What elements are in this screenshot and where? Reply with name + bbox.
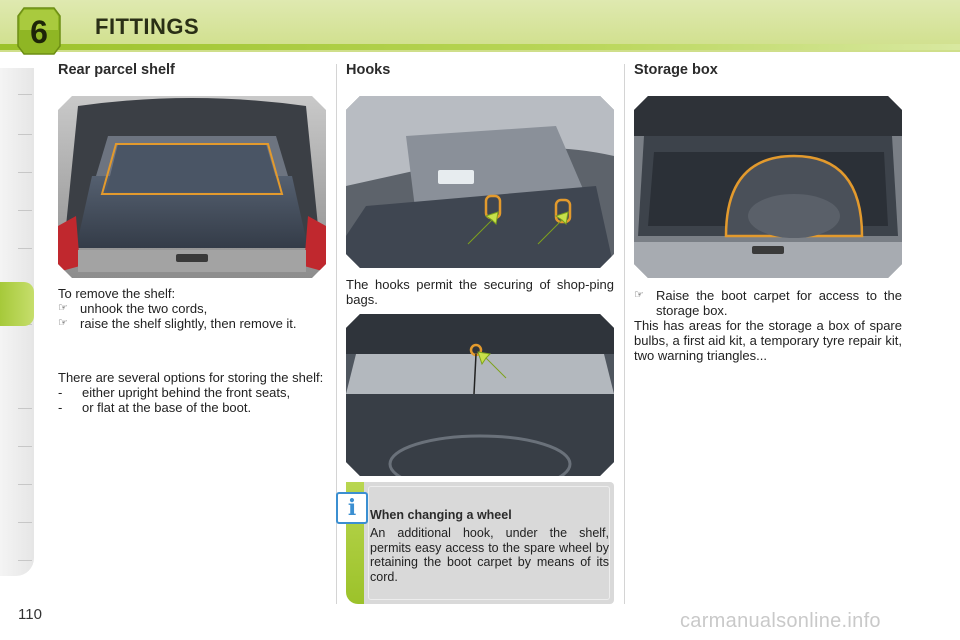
- active-chapter-tab[interactable]: [0, 282, 34, 326]
- spare-wheel-hook-illustration: [346, 314, 614, 476]
- rear-parcel-shelf-heading: Rear parcel shelf: [58, 62, 175, 78]
- info-box-body: An additional hook, under the shelf, permits easy access to the spare wheel by retaining the boot carpet by means of its cord.: [370, 526, 609, 584]
- chapter-number: 6: [30, 14, 48, 50]
- storage-option: - either upright behind the front seats,: [58, 385, 291, 400]
- column-divider: [624, 64, 625, 604]
- shelf-storage-options: [58, 370, 326, 415]
- hooks-description: The hooks permit the securing of shop-ping bags.: [346, 277, 614, 307]
- storage-box-heading: Storage box: [634, 62, 718, 78]
- shelf-remove-intro: To remove the shelf:: [58, 286, 176, 301]
- watermark: carmanualsonline.info: [680, 610, 881, 632]
- chapter-title: FITTINGS: [95, 14, 200, 39]
- info-icon: i: [336, 492, 368, 524]
- pointing-hand-icon: ☞: [58, 302, 68, 314]
- chapter-badge: [16, 6, 62, 56]
- rear-parcel-shelf-illustration: [58, 96, 326, 278]
- hooks-illustration: [346, 96, 614, 268]
- page-number: 110: [18, 606, 42, 623]
- storage-box-illustration: [634, 96, 902, 278]
- storage-box-step: ☞ Raise the boot carpet for access to the storage box.: [634, 288, 902, 318]
- header-underline: [0, 44, 960, 50]
- storage-option: - or flat at the base of the boot.: [58, 400, 252, 415]
- pointing-hand-icon: ☞: [634, 289, 644, 301]
- shelf-step: ☞ raise the shelf slightly, then remove it.: [58, 316, 297, 331]
- storage-box-description: This has areas for the storage a box of spare bulbs, a first aid kit, a temporary tyre repair kit, two warning triangles...: [634, 318, 902, 363]
- shelf-storage-intro: There are several options for storing the shelf:: [58, 370, 324, 385]
- storage-box-instructions: [634, 288, 902, 363]
- pointing-hand-icon: ☞: [58, 317, 68, 329]
- hooks-heading: Hooks: [346, 62, 391, 78]
- info-box-title: When changing a wheel: [370, 508, 512, 522]
- shelf-step: ☞ unhook the two cords,: [58, 301, 208, 316]
- rear-parcel-shelf-instructions: [58, 286, 328, 331]
